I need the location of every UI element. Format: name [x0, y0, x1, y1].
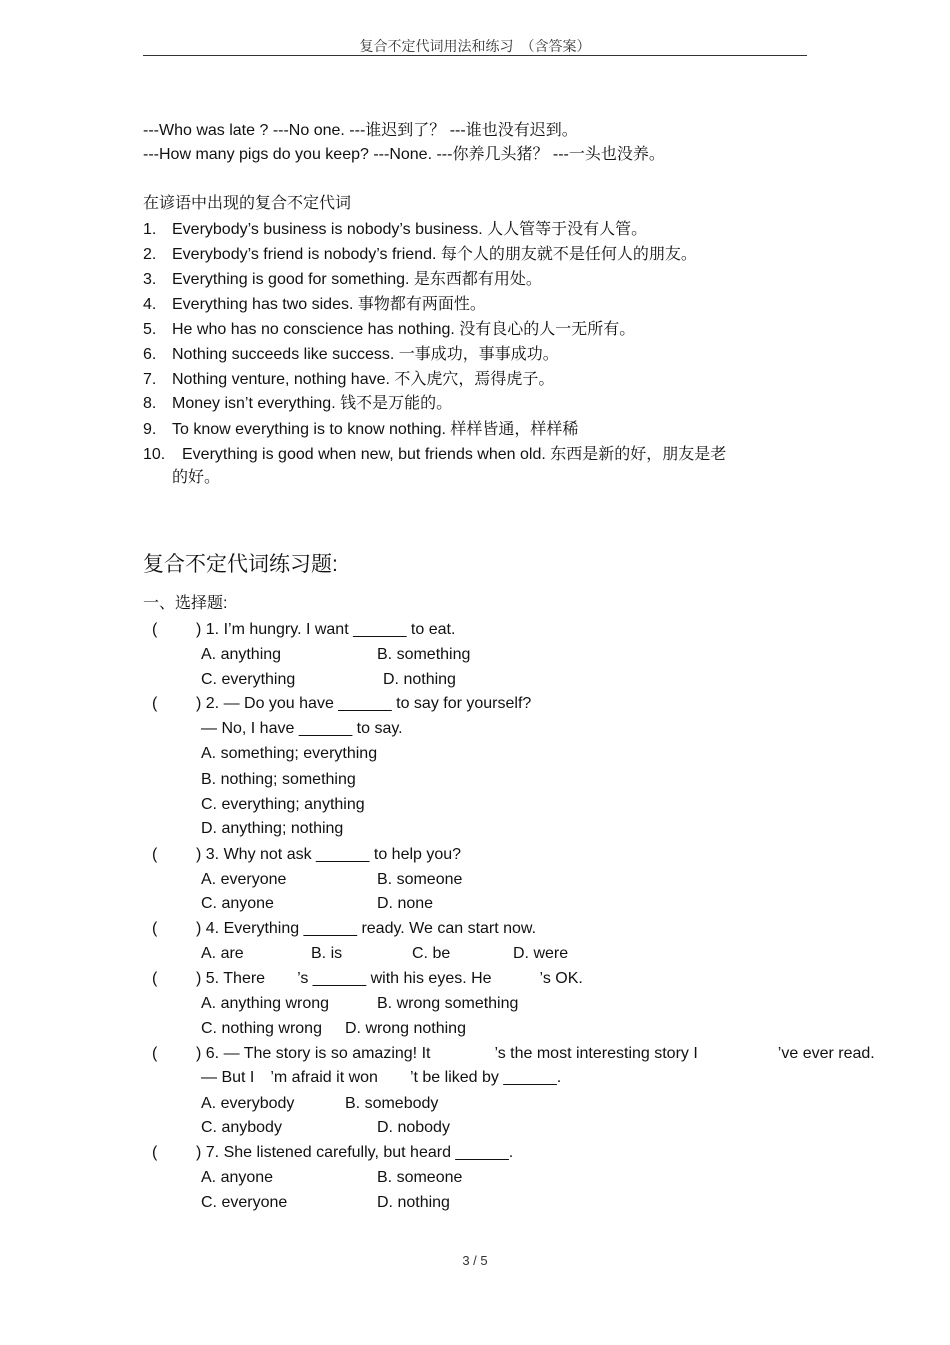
option-b[interactable]: B. someone: [377, 871, 463, 888]
proverb-number: 6.: [143, 346, 157, 363]
option-b[interactable]: B. wrong something: [377, 995, 519, 1012]
answer-paren[interactable]: (: [152, 1045, 158, 1062]
proverb-text: Money isn’t everything. 钱不是万能的。: [172, 395, 453, 412]
answer-paren[interactable]: (: [152, 1144, 158, 1161]
proverb-item: [143, 245, 697, 265]
question-stem: ) 1. I’m hungry. I want ______ to eat.: [196, 621, 456, 638]
section-heading: 一、选择题:: [143, 595, 228, 612]
question-stem: ) 4. Everything ______ ready. We can start now.: [196, 920, 537, 937]
proverb-item: [143, 345, 559, 365]
option-a[interactable]: A. something; everything: [201, 745, 378, 762]
option-b[interactable]: B. somebody: [345, 1095, 439, 1112]
proverb-item: [143, 320, 635, 340]
proverb-item: [143, 394, 452, 414]
question-stem: ) 3. Why not ask ______ to help you?: [196, 846, 462, 863]
intro-line-1: ---Who was late ? ---No one. ---谁迟到了？ ---谁也没有迟到。: [143, 122, 578, 139]
proverb-text: Everything has two sides. 事物都有两面性。: [172, 296, 486, 313]
option-b[interactable]: B. is: [311, 945, 343, 962]
option-a[interactable]: A. anything wrong: [201, 995, 330, 1012]
proverb-text: He who has no conscience has nothing. 没有良心的人一无所有。: [172, 321, 636, 338]
exercise-title: 复合不定代词练习题:: [143, 553, 338, 576]
proverb-text: Everybody’s business is nobody’s business. 人人管等于没有人管。: [172, 221, 648, 238]
intro-line-2: ---How many pigs do you keep? ---None. ---你养几头猪？ ---一头也没养。: [143, 146, 665, 163]
proverbs-heading: 在谚语中出现的复合不定代词: [143, 195, 352, 212]
proverb-number: 2.: [143, 246, 157, 263]
option-a[interactable]: A. everybody: [201, 1095, 295, 1112]
question-stem: ) 2. — Do you have ______ to say for yourself?: [196, 695, 532, 712]
proverb-number: 8.: [143, 395, 157, 412]
option-b[interactable]: B. something: [377, 646, 471, 663]
option-d[interactable]: D. nothing: [377, 1194, 450, 1211]
proverb-number: 4.: [143, 296, 157, 313]
question-stem-reply: — No, I have ______ to say.: [201, 720, 403, 737]
option-c[interactable]: C. anyone: [201, 895, 274, 912]
proverb-number: 7.: [143, 371, 157, 388]
option-d[interactable]: D. anything; nothing: [201, 820, 344, 837]
proverb-item: [143, 445, 726, 465]
proverb-text: To know everything is to know nothing. 样样皆通，样样稀: [172, 421, 579, 438]
question-stem: ) 6. — The story is so amazing! It ’s the most interesting story I ’ve ever read.: [196, 1045, 875, 1062]
proverb-number: 9.: [143, 421, 157, 438]
proverb-item: [143, 220, 647, 240]
proverb-number: 5.: [143, 321, 157, 338]
option-a[interactable]: A. anything: [201, 646, 282, 663]
question-stem: ) 5. There ’s ______ with his eyes. He ’s OK.: [196, 970, 583, 987]
option-d[interactable]: D. none: [377, 895, 434, 912]
proverb-text: Everybody’s friend is nobody’s friend. 每个人的朋友就不是任何人的朋友。: [172, 246, 697, 263]
proverb-number: 1.: [143, 221, 157, 238]
option-b[interactable]: B. nothing; something: [201, 771, 356, 788]
header-divider: [143, 55, 807, 56]
option-c[interactable]: C. anybody: [201, 1119, 282, 1136]
proverb-item: [143, 295, 486, 315]
answer-paren[interactable]: (: [152, 846, 158, 863]
question-stem-reply: — But I ’m afraid it won ’t be liked by ______.: [201, 1069, 562, 1086]
page-header-title: 复合不定代词用法和练习 （含答案）: [359, 38, 591, 54]
option-d[interactable]: D. were: [513, 945, 569, 962]
proverb-continuation: 的好。: [172, 469, 221, 486]
proverb-item: [143, 270, 542, 290]
option-c[interactable]: C. everything; anything: [201, 796, 365, 813]
option-c[interactable]: C. everything: [201, 671, 296, 688]
answer-paren[interactable]: (: [152, 970, 158, 987]
proverb-text: Nothing venture, nothing have. 不入虎穴，焉得虎子。: [172, 371, 555, 388]
proverb-number: 10.: [143, 446, 166, 463]
option-a[interactable]: A. everyone: [201, 871, 287, 888]
proverb-text: Everything is good for something. 是东西都有用处。: [172, 271, 542, 288]
proverb-text: Nothing succeeds like success. 一事成功，事事成功。: [172, 346, 559, 363]
answer-paren[interactable]: (: [152, 695, 158, 712]
option-b[interactable]: B. someone: [377, 1169, 463, 1186]
option-d[interactable]: D. nobody: [377, 1119, 450, 1136]
proverb-item: [143, 420, 578, 440]
option-d[interactable]: D. wrong nothing: [345, 1020, 466, 1037]
proverb-item: [143, 370, 554, 390]
option-c[interactable]: C. nothing wrong: [201, 1020, 322, 1037]
option-c[interactable]: C. everyone: [201, 1194, 288, 1211]
option-d[interactable]: D. nothing: [383, 671, 456, 688]
proverb-text: Everything is good when new, but friends when old. 东西是新的好，朋友是老: [182, 446, 727, 463]
option-a[interactable]: A. anyone: [201, 1169, 274, 1186]
question-stem: ) 7. She listened carefully, but heard ______.: [196, 1144, 514, 1161]
option-c[interactable]: C. be: [412, 945, 451, 962]
answer-paren[interactable]: (: [152, 621, 158, 638]
answer-paren[interactable]: (: [152, 920, 158, 937]
proverb-number: 3.: [143, 271, 157, 288]
option-a[interactable]: A. are: [201, 945, 244, 962]
page-number: 3 / 5: [462, 1253, 488, 1268]
